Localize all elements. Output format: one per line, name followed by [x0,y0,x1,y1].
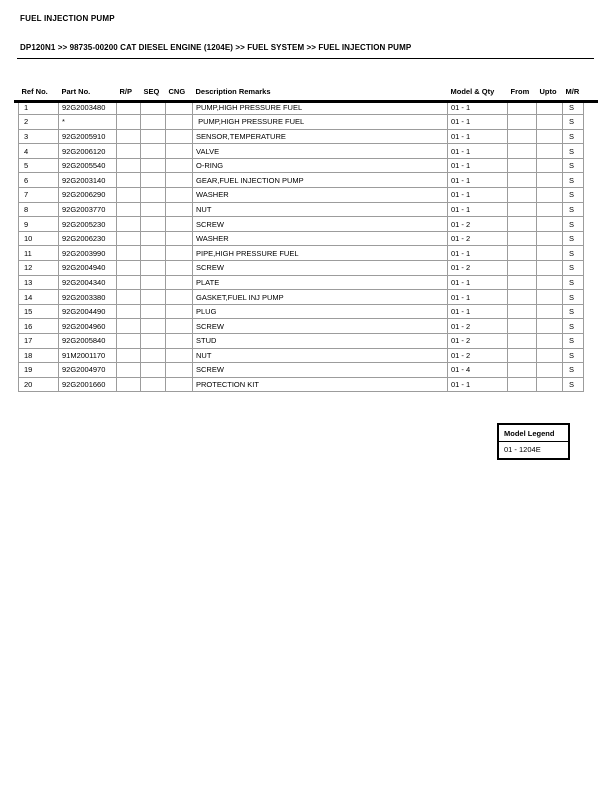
cell-model-qty: 01 - 1 [448,129,508,144]
cell-rp [117,377,141,392]
cell-model-qty: 01 - 1 [448,290,508,305]
cell-cng [166,348,193,363]
cell-seq [141,334,166,349]
cell-part-no: 92G2005540 [59,158,117,173]
cell-cng [166,334,193,349]
cell-mr: S [563,144,584,159]
cell-ref-no: 20 [19,377,59,392]
cell-model-qty: 01 - 2 [448,348,508,363]
cell-model-qty: 01 - 1 [448,202,508,217]
cell-part-no: * [59,115,117,130]
cell-rp [117,261,141,276]
table-row [19,115,584,130]
cell-part-no: 92G2006120 [59,144,117,159]
cell-model-qty: 01 - 2 [448,261,508,276]
cell-upto [537,261,563,276]
cell-rp [117,319,141,334]
table-row [19,275,584,290]
cell-seq [141,231,166,246]
table-body [19,100,584,392]
cell-rp [117,144,141,159]
cell-rp [117,348,141,363]
table-row [19,348,584,363]
table-row [19,261,584,276]
table-row [19,173,584,188]
cell-part-no: 92G2005910 [59,129,117,144]
cell-description: SCREW [193,319,448,334]
cell-description: VALVE [193,144,448,159]
table-header-row [19,84,584,100]
header-divider [14,100,598,103]
cell-description: O-RING [193,158,448,173]
header-model-qty: Model & Qty [450,86,495,96]
cell-ref-no: 9 [19,217,59,232]
cell-ref-no: 3 [19,129,59,144]
cell-model-qty: 01 - 1 [448,158,508,173]
cell-upto [537,319,563,334]
cell-seq [141,202,166,217]
cell-upto [537,158,563,173]
cell-description: GEAR,FUEL INJECTION PUMP [193,173,448,188]
cell-description: PUMP,HIGH PRESSURE FUEL [193,115,448,130]
cell-rp [117,290,141,305]
header-rp: R/P [119,86,133,96]
cell-seq [141,348,166,363]
cell-mr: S [563,304,584,319]
cell-upto [537,217,563,232]
cell-model-qty: 01 - 1 [448,246,508,261]
table-row [19,377,584,392]
cell-description: NUT [193,202,448,217]
cell-description: SCREW [193,363,448,378]
table-row [19,334,584,349]
cell-seq [141,275,166,290]
cell-seq [141,129,166,144]
cell-seq [141,377,166,392]
cell-cng [166,173,193,188]
cell-from [508,261,537,276]
cell-from [508,246,537,261]
cell-rp [117,217,141,232]
model-legend-entry: 01 - 1204E [504,445,541,454]
cell-ref-no: 6 [19,173,59,188]
cell-part-no: 92G2006290 [59,188,117,203]
cell-cng [166,319,193,334]
cell-cng [166,158,193,173]
cell-description: PIPE,HIGH PRESSURE FUEL [193,246,448,261]
cell-description: WASHER [193,188,448,203]
cell-mr: S [563,158,584,173]
cell-cng [166,290,193,305]
cell-cng [166,363,193,378]
cell-mr: S [563,173,584,188]
cell-mr: S [563,290,584,305]
cell-part-no: 92G2004940 [59,261,117,276]
cell-rp [117,173,141,188]
cell-seq [141,144,166,159]
cell-cng [166,217,193,232]
cell-part-no: 92G2004960 [59,319,117,334]
cell-seq [141,319,166,334]
cell-from [508,129,537,144]
cell-cng [166,275,193,290]
cell-upto [537,348,563,363]
page-title: FUEL INJECTION PUMP [20,14,115,23]
cell-mr: S [563,100,584,115]
breadcrumb-divider [17,58,594,59]
cell-mr: S [563,129,584,144]
cell-upto [537,144,563,159]
cell-upto [537,363,563,378]
table-row [19,144,584,159]
model-legend-title: Model Legend [499,425,568,442]
cell-seq [141,188,166,203]
cell-from [508,363,537,378]
header-ref-no: Ref No. [21,86,48,96]
cell-upto [537,377,563,392]
cell-part-no: 92G2004340 [59,275,117,290]
cell-cng [166,202,193,217]
cell-ref-no: 17 [19,334,59,349]
cell-upto [537,275,563,290]
cell-cng [166,129,193,144]
cell-mr: S [563,319,584,334]
cell-from [508,334,537,349]
cell-from [508,144,537,159]
table-row [19,319,584,334]
cell-rp [117,304,141,319]
cell-from [508,188,537,203]
cell-model-qty: 01 - 4 [448,363,508,378]
cell-ref-no: 19 [19,363,59,378]
cell-from [508,377,537,392]
cell-part-no: 92G2001660 [59,377,117,392]
cell-ref-no: 4 [19,144,59,159]
breadcrumb: DP120N1 >> 98735-00200 CAT DIESEL ENGINE (1204E) >> FUEL SYSTEM >> FUEL INJECTION PUMP [20,43,412,52]
cell-ref-no: 16 [19,319,59,334]
cell-description: NUT [193,348,448,363]
cell-upto [537,115,563,130]
cell-seq [141,217,166,232]
cell-cng [166,246,193,261]
cell-ref-no: 8 [19,202,59,217]
cell-part-no: 92G2003990 [59,246,117,261]
cell-upto [537,202,563,217]
cell-seq [141,261,166,276]
cell-description: WASHER [193,231,448,246]
cell-description: SCREW [193,261,448,276]
cell-ref-no: 12 [19,261,59,276]
cell-mr: S [563,246,584,261]
cell-model-qty: 01 - 1 [448,144,508,159]
cell-cng [166,115,193,130]
cell-mr: S [563,348,584,363]
cell-description: PLATE [193,275,448,290]
cell-part-no: 92G2006230 [59,231,117,246]
table-row [19,188,584,203]
cell-seq [141,158,166,173]
cell-upto [537,246,563,261]
cell-ref-no: 14 [19,290,59,305]
cell-model-qty: 01 - 2 [448,217,508,232]
cell-from [508,115,537,130]
table-row [19,290,584,305]
cell-cng [166,144,193,159]
cell-cng [166,188,193,203]
table-row [19,363,584,378]
cell-rp [117,115,141,130]
cell-part-no: 91M2001170 [59,348,117,363]
cell-cng [166,261,193,276]
cell-upto [537,290,563,305]
cell-mr: S [563,115,584,130]
cell-description: STUD [193,334,448,349]
cell-ref-no: 10 [19,231,59,246]
cell-rp [117,202,141,217]
cell-part-no: 92G2003770 [59,202,117,217]
cell-description: PUMP,HIGH PRESSURE FUEL [193,100,448,115]
cell-cng [166,304,193,319]
cell-mr: S [563,261,584,276]
cell-seq [141,173,166,188]
header-cng: CNG [168,86,186,96]
cell-from [508,158,537,173]
cell-rp [117,246,141,261]
cell-from [508,202,537,217]
cell-from [508,275,537,290]
cell-mr: S [563,363,584,378]
table-row [19,202,584,217]
cell-seq [141,290,166,305]
cell-mr: S [563,334,584,349]
cell-ref-no: 11 [19,246,59,261]
cell-rp [117,129,141,144]
cell-mr: S [563,217,584,232]
cell-rp [117,334,141,349]
cell-model-qty: 01 - 1 [448,188,508,203]
cell-part-no: 92G2003380 [59,290,117,305]
cell-from [508,304,537,319]
cell-part-no: 92G2003140 [59,173,117,188]
cell-description: SENSOR,TEMPERATURE [193,129,448,144]
cell-part-no: 92G2005230 [59,217,117,232]
cell-upto [537,304,563,319]
cell-model-qty: 01 - 2 [448,231,508,246]
cell-part-no: 92G2004490 [59,304,117,319]
header-mr: M/R [565,86,580,96]
table-row [19,217,584,232]
header-seq: SEQ [143,86,160,96]
cell-ref-no: 18 [19,348,59,363]
cell-cng [166,377,193,392]
cell-rp [117,275,141,290]
table-row [19,231,584,246]
cell-seq [141,304,166,319]
cell-description: GASKET,FUEL INJ PUMP [193,290,448,305]
cell-from [508,173,537,188]
cell-ref-no: 2 [19,115,59,130]
cell-mr: S [563,231,584,246]
cell-seq [141,363,166,378]
cell-ref-no: 1 [19,100,59,115]
cell-upto [537,334,563,349]
cell-model-qty: 01 - 2 [448,334,508,349]
header-part-no: Part No. [61,86,91,96]
cell-mr: S [563,377,584,392]
cell-ref-no: 7 [19,188,59,203]
table-row [19,129,584,144]
cell-description: SCREW [193,217,448,232]
cell-part-no: 92G2003480 [59,100,117,115]
cell-description: PLUG [193,304,448,319]
cell-ref-no: 13 [19,275,59,290]
cell-ref-no: 5 [19,158,59,173]
cell-rp [117,363,141,378]
header-from: From [510,86,530,96]
cell-description: PROTECTION KIT [193,377,448,392]
model-legend-box [497,423,570,460]
cell-upto [537,173,563,188]
cell-cng [166,231,193,246]
cell-model-qty: 01 - 2 [448,319,508,334]
cell-ref-no: 15 [19,304,59,319]
cell-upto [537,188,563,203]
cell-from [508,217,537,232]
cell-part-no: 92G2005840 [59,334,117,349]
cell-model-qty: 01 - 1 [448,173,508,188]
cell-upto [537,231,563,246]
cell-upto [537,129,563,144]
header-description: Description Remarks [195,86,271,96]
cell-rp [117,188,141,203]
cell-rp [117,231,141,246]
table-row [19,304,584,319]
cell-mr: S [563,188,584,203]
table-row [19,158,584,173]
cell-model-qty: 01 - 1 [448,304,508,319]
cell-model-qty: 01 - 1 [448,115,508,130]
cell-mr: S [563,202,584,217]
cell-from [508,348,537,363]
cell-mr: S [563,275,584,290]
cell-from [508,319,537,334]
cell-model-qty: 01 - 1 [448,377,508,392]
header-upto: Upto [539,86,557,96]
cell-seq [141,246,166,261]
cell-from [508,290,537,305]
table-row [19,246,584,261]
cell-part-no: 92G2004970 [59,363,117,378]
cell-model-qty: 01 - 1 [448,275,508,290]
cell-rp [117,158,141,173]
cell-model-qty: 01 - 1 [448,100,508,115]
cell-from [508,231,537,246]
cell-seq [141,115,166,130]
parts-table [18,84,584,392]
